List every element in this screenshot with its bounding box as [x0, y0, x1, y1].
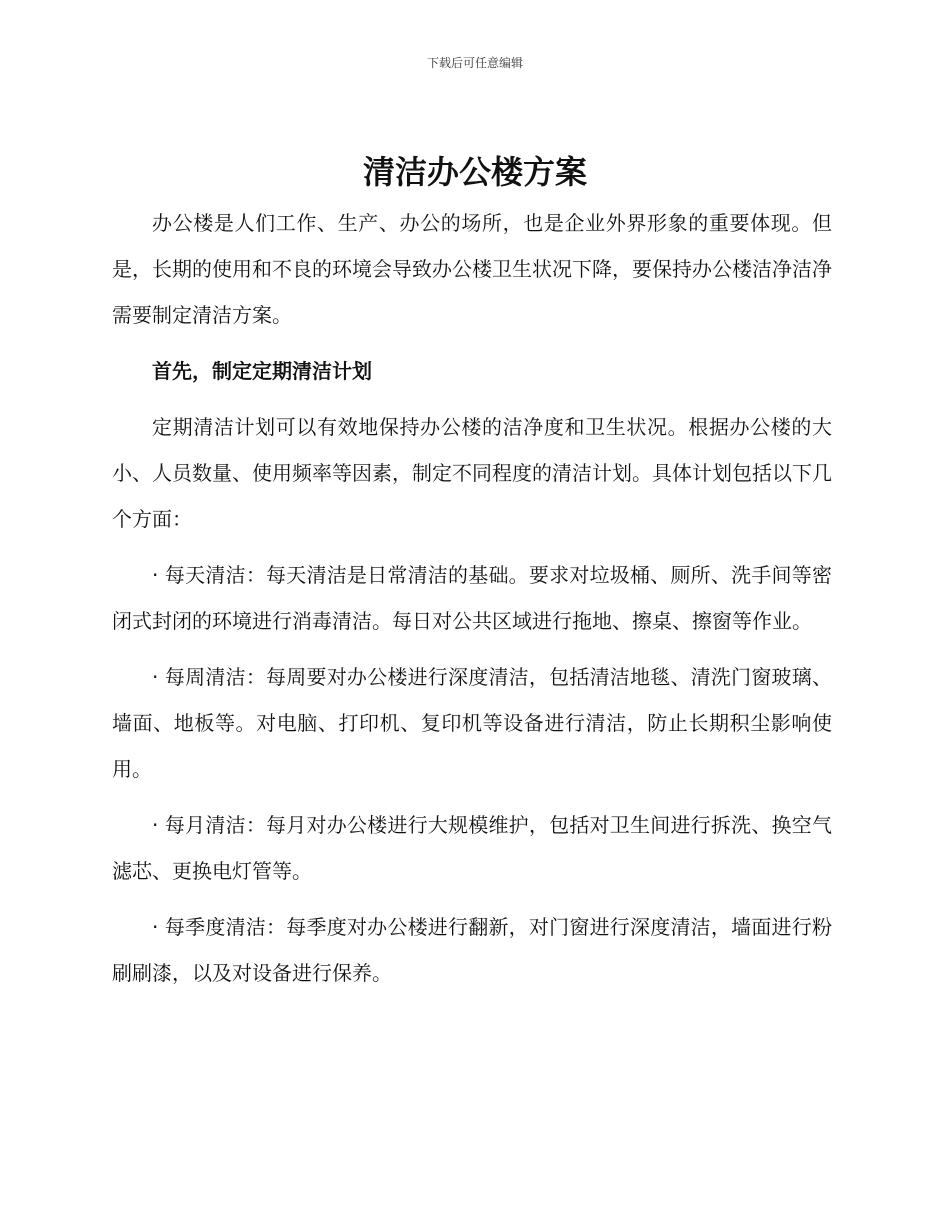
document-body: [112, 200, 832, 996]
section-heading: 首先，制定定期清洁计划: [152, 359, 372, 383]
section-intro-paragraph: 定期清洁计划可以有效地保持办公楼的洁净度和卫生状况。根据办公楼的大小、人员数量、使用频率等因素，制定不同程度的清洁计划。具体计划包括以下几个方面：: [112, 415, 832, 531]
intro-paragraph: 办公楼是人们工作、生产、办公的场所，也是企业外界形象的重要体现。但是，长期的使用和不良的环境会导致办公楼卫生状况下降，要保持办公楼洁净洁净需要制定清洁方案。: [112, 211, 832, 327]
list-item-daily: · 每天清洁：每天清洁是日常清洁的基础。要求对垃圾桶、厕所、洗手间等密闭式封闭的环境进行消毒清洁。每日对公共区域进行拖地、擦桌、擦窗等作业。: [112, 563, 832, 633]
list-item-quarterly: · 每季度清洁：每季度对办公楼进行翻新，对门窗进行深度清洁，墙面进行粉刷刷漆，以及对设备进行保养。: [112, 915, 832, 985]
list-item-monthly: · 每月清洁：每月对办公楼进行大规模维护，包括对卫生间进行拆洗、换空气滤芯、更换电灯管等。: [112, 813, 832, 883]
document-title: 清洁办公楼方案: [362, 153, 587, 191]
header-note: 下载后可任意编辑: [426, 56, 523, 70]
list-item-weekly: · 每周清洁：每周要对办公楼进行深度清洁，包括清洁地毯、清洗门窗玻璃、墙面、地板等。对电脑、打印机、复印机等设备进行清洁，防止长期积尘影响使用。: [112, 665, 832, 781]
